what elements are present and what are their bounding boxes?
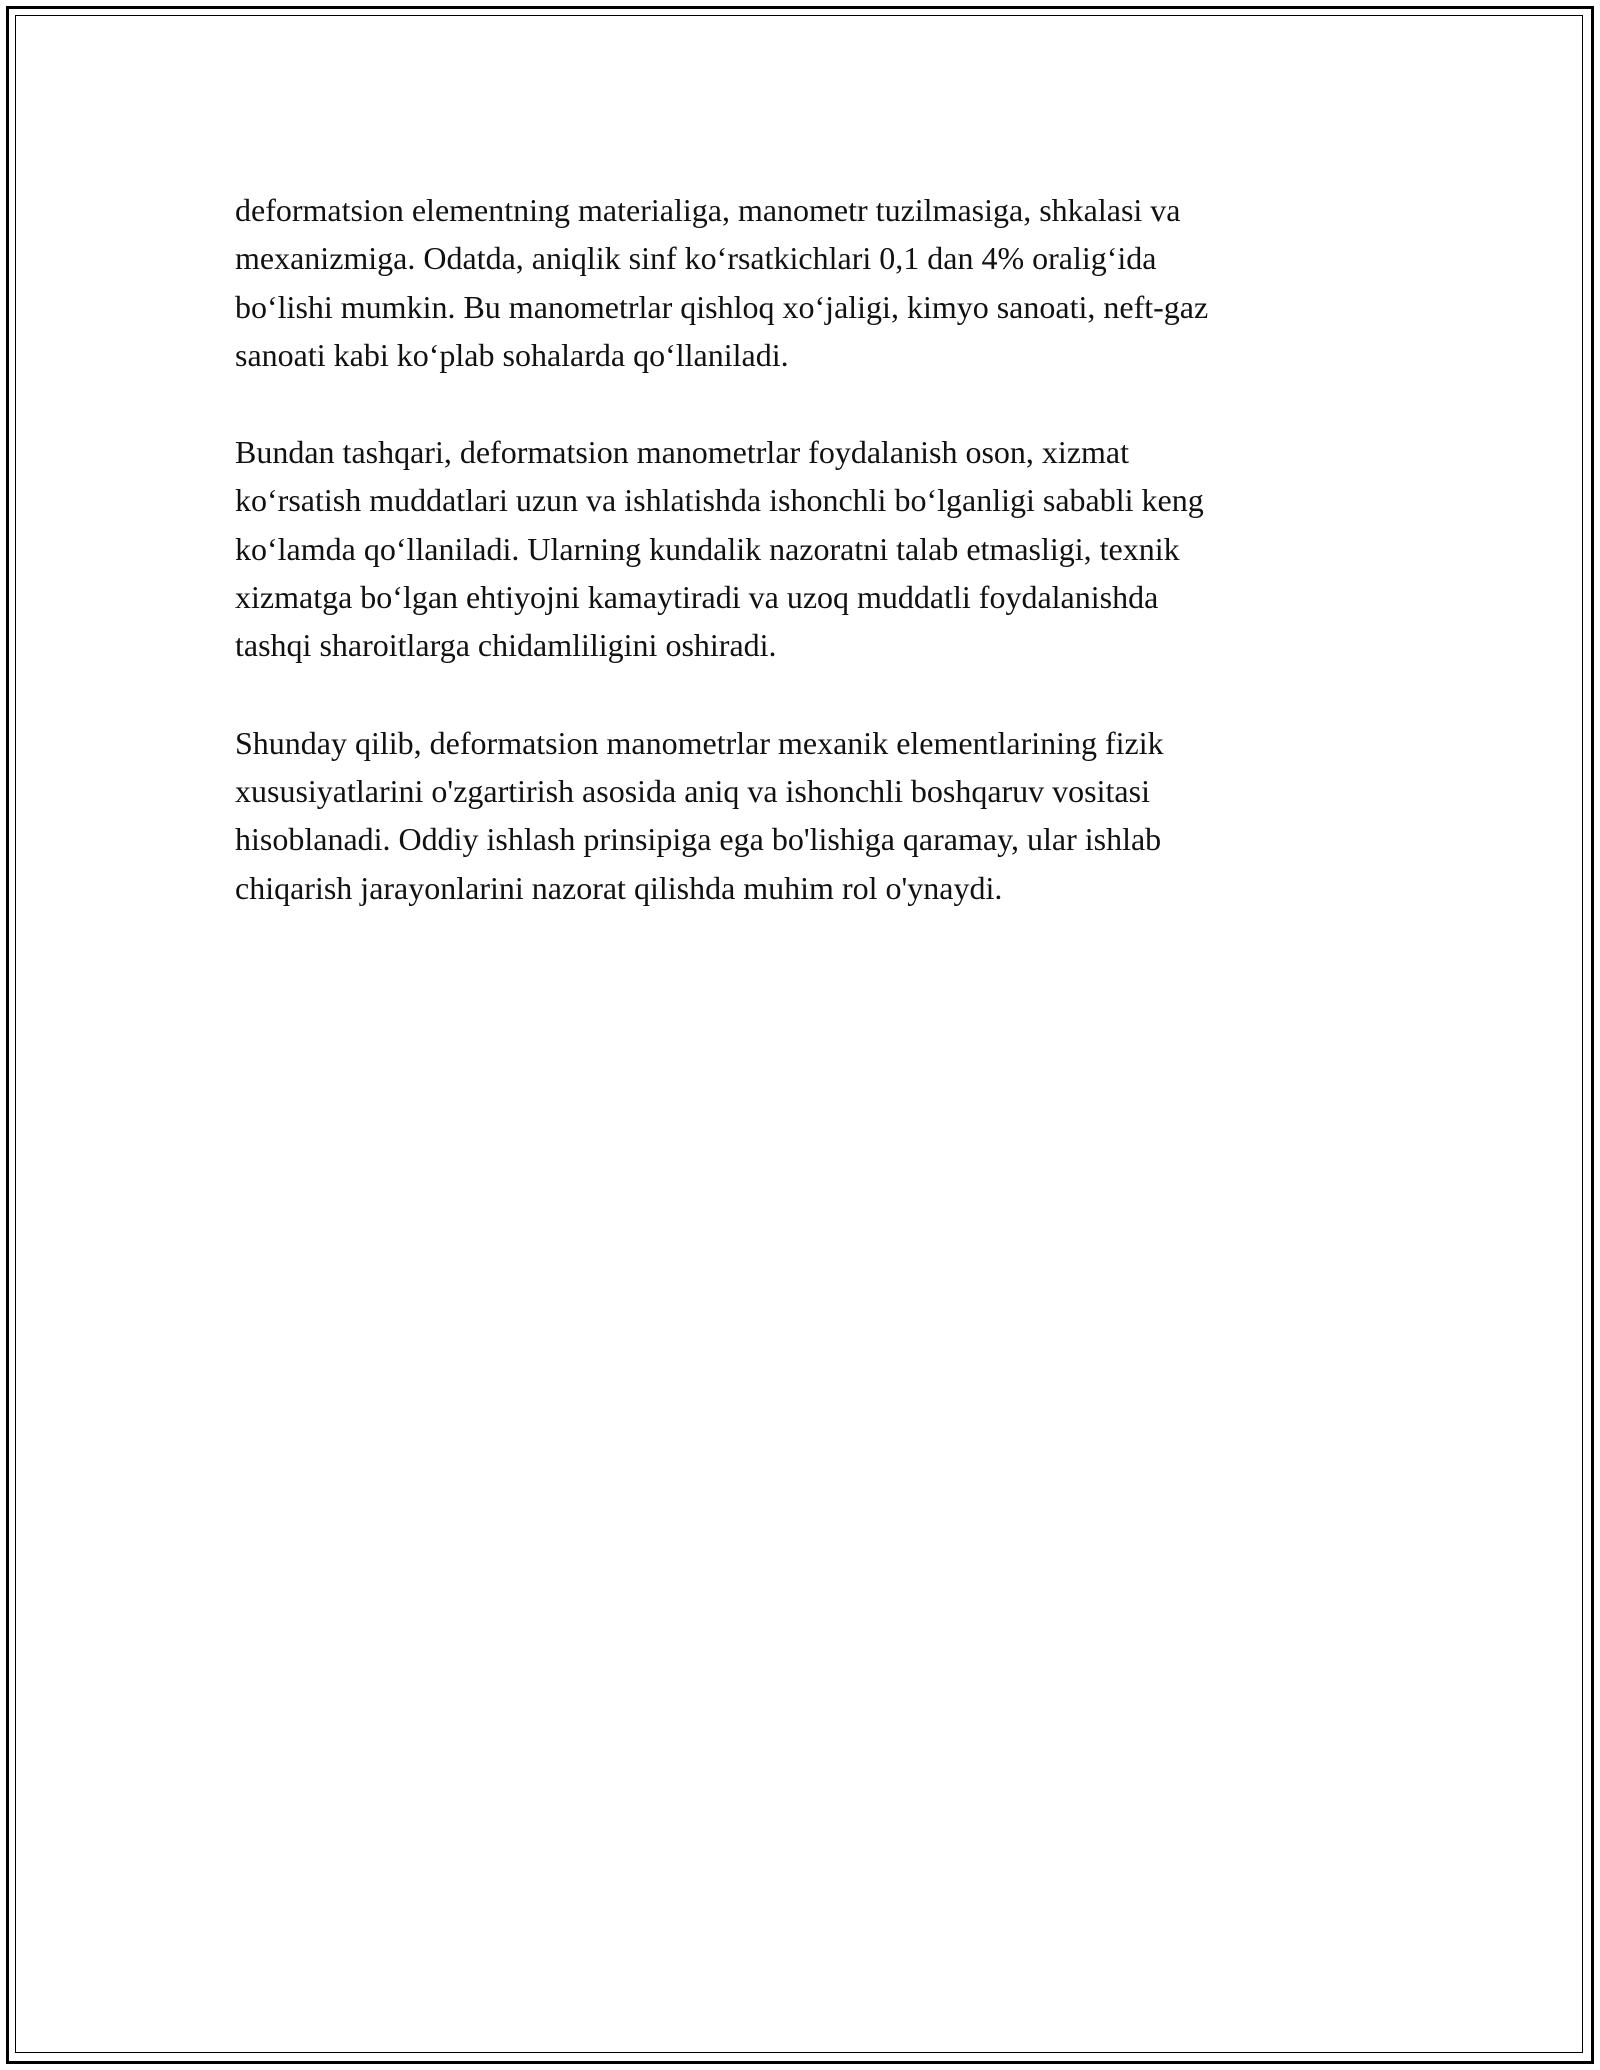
text-line: xizmatga bo‘lgan ehtiyojni kamaytiradi va uzoq muddatli foydalanishda (235, 579, 1159, 616)
paragraph-3 (235, 719, 1365, 912)
text-line: deformatsion elementning materialiga, manometr tuzilmasiga, shkalasi va (235, 192, 1181, 228)
text-line: Shunday qilib, deformatsion manometrlar mexanik elementlarining fizik (235, 724, 1164, 761)
text-line: ko‘rsatish muddatlari uzun va ishlatishda ishonchli bo‘lganligi sababli keng (235, 482, 1204, 519)
text-line: chiqarish jarayonlarini nazorat qilishda muhim rol o'ynaydi. (235, 869, 1003, 906)
text-line: mexanizmiga. Odatda, aniqlik sinf ko‘rsatkichlari 0,1 dan 4% oralig‘ida (235, 240, 1157, 277)
text-line: sanoati kabi ko‘plab sohalarda qo‘llaniladi. (235, 336, 789, 373)
paragraph-1 (235, 186, 1365, 379)
page-body (235, 186, 1365, 961)
text-line: tashqi sharoitlarga chidamliligini oshiradi. (235, 627, 777, 664)
text-line: xususiyatlarini o'zgartirish asosida aniq va ishonchli boshqaruv vositasi (235, 772, 1150, 809)
paragraph-2 (235, 428, 1365, 669)
text-line: Bundan tashqari, deformatsion manometrlar foydalanish oson, xizmat (235, 434, 1129, 471)
text-line: ko‘lamda qo‘llaniladi. Ularning kundalik nazoratni talab etmasligi, texnik (235, 530, 1180, 567)
text-line: hisoblanadi. Oddiy ishlash prinsipiga ega bo'lishiga qaramay, ular ishlab (235, 821, 1162, 858)
text-line: bo‘lishi mumkin. Bu manometrlar qishloq xo‘jaligi, kimyo sanoati, neft-gaz (235, 288, 1209, 325)
